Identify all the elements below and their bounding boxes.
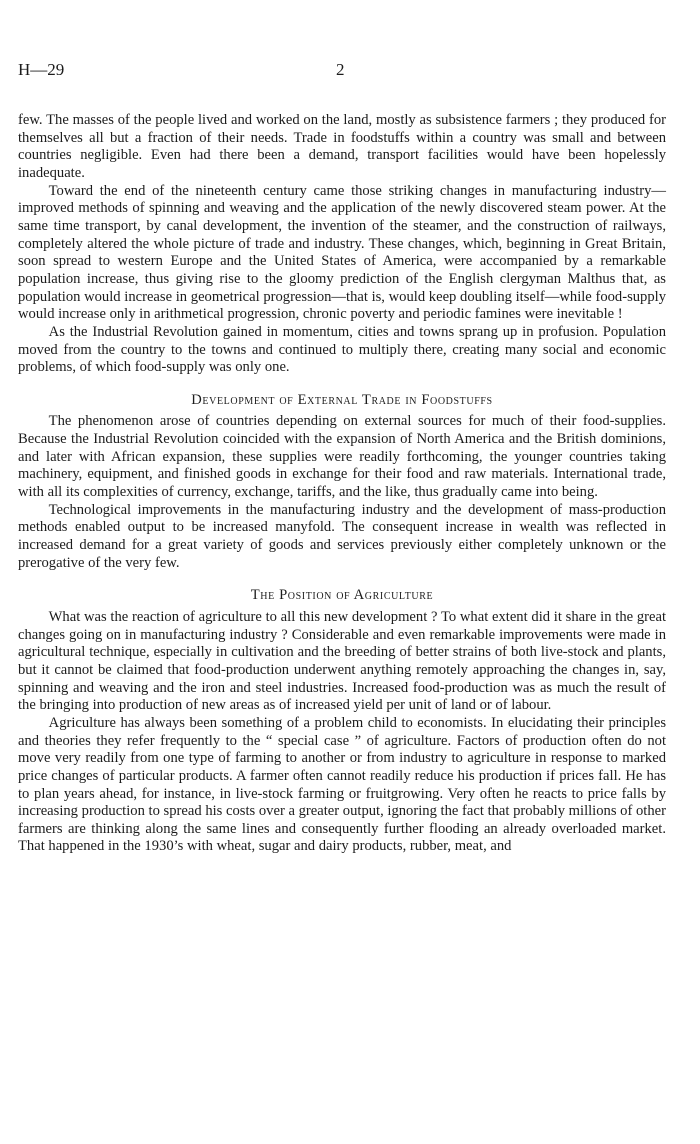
section-heading-external-trade: Development of External Trade in Foodstuffs [191, 391, 493, 408]
document-body [18, 112, 666, 856]
page-number: 2 [336, 60, 345, 79]
paragraph: Agriculture has always been something of a problem child to economists. In elucidating their principles and theories they refer frequently to the “ special case ” of agriculture. Factors of production often do not move very readily from one type of farming to another or from industry to agriculture in response to marked price changes of particular products. A farmer often cannot readily reduce his production if prices fall. He has to plan years ahead, for instance, in live-stock farming or fruitgrowing. Very often he reacts to price falls by increasing production to spread his costs over a greater output, ignoring the fact that probably millions of other farmers are thinking along the same lines and consequently further flooding an already overloaded market. That happened in the 1930’s with wheat, sugar and dairy products, rubber, meat, and [18, 714, 666, 855]
section-heading-agriculture: The Position of Agriculture [250, 587, 434, 604]
paragraph: What was the reaction of agriculture to all this new development ? To what extent did it share in the great changes going on in manufacturing industry ? Considerable and even remarkable improvements were made in agricultural technique, especially in cultivation and the breeding of better strains of both live-stock and plants, but it cannot be claimed that food-production underwent anything remotely approaching the changes in, say, spinning and weaving and the iron and steel industries. Increased food-production was as much the result of the bringing into production of new areas as of increased yield per unit of land or of labour. [18, 608, 666, 714]
paragraph: As the Industrial Revolution gained in momentum, cities and towns sprang up in profusion. Population moved from the country to the towns and continued to multiply there, creating many social and economic problems, of which food-supply was only one. [18, 323, 666, 376]
page-reference: H—29 [18, 60, 65, 79]
paragraph: few. The masses of the people lived and worked on the land, mostly as subsistence farmers ; they produced for themselves all but a fraction of their needs. Trade in foodstuffs within a country was small and between countries negligible. Even had there been a demand, transport facilities would have been hopelessly inadequate. [18, 112, 666, 181]
paragraph: Toward the end of the nineteenth century came those striking changes in manufacturing industry—improved methods of spinning and weaving and the application of the newly discovered steam power. At the same time transport, by canal development, the invention of the steamer, and the construction of railways, completely altered the whole picture of trade and industry. These changes, which, beginning in Great Britain, soon spread to western Europe and the United States of America, were accompanied by a remarkable population increase, thus giving rise to the gloomy prediction of the English clergyman Malthus that, as population would increase in geometrical progression—that is, would keep doubling itself—while food-supply would increase only in arithmetical progression, chronic poverty and periodic famines were inevitable ! [18, 182, 666, 323]
paragraph: Technological improvements in the manufacturing industry and the development of mass-production methods enabled output to be increased manyfold. The consequent increase in wealth was reflected in increased demand for a great variety of goods and services previously either completely unknown or the prerogative of the very few. [18, 501, 666, 571]
paragraph: The phenomenon arose of countries depending on external sources for much of their food-supplies. Because the Industrial Revolution coincided with the expansion of North America and the British dominions, and later with African expansion, these supplies were readily forthcoming, the younger countries taking machinery, equipment, and finished goods in exchange for their food and raw materials. International trade, with all its complexities of currency, exchange, tariffs, and the like, thus gradually came into being. [18, 413, 666, 501]
